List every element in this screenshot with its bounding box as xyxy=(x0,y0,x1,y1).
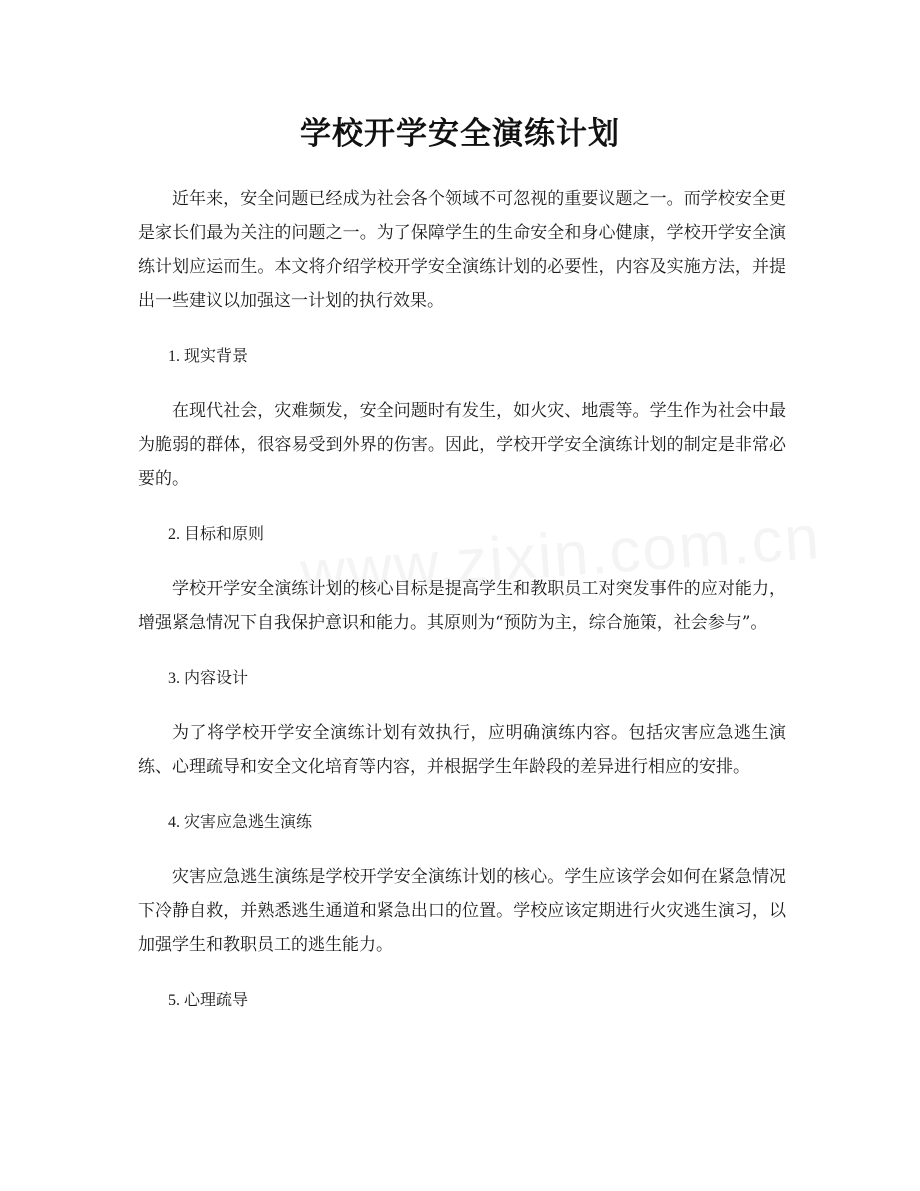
background-paragraph: 在现代社会，灾难频发，安全问题时有发生，如火灾、地震等。学生作为社会中最为脆弱的群体，很容易受到外界的伤害。因此，学校开学安全演练计划的制定是非常必要的。 xyxy=(138,401,786,489)
section-heading-background: 1. 现实背景 xyxy=(168,348,249,365)
content-paragraph: 为了将学校开学安全演练计划有效执行，应明确演练内容。包括灾害应急逃生演练、心理疏导和安全文化培育等内容，并根据学生年龄段的差异进行相应的安排。 xyxy=(138,723,786,777)
document-body xyxy=(138,182,786,1016)
evacuation-paragraph: 灾害应急逃生演练是学校开学安全演练计划的核心。学生应该学会如何在紧急情况下冷静自救，并熟悉逃生通道和紧急出口的位置。学校应该定期进行火灾逃生演习，以加强学生和教职员工的逃生能力。 xyxy=(138,867,786,955)
section-heading-counseling: 5. 心理疏导 xyxy=(168,992,249,1009)
section-heading-goals: 2. 目标和原则 xyxy=(168,526,265,543)
page-title: 学校开学安全演练计划 xyxy=(300,116,620,152)
section-heading-evacuation: 4. 灾害应急逃生演练 xyxy=(168,814,313,831)
goals-paragraph: 学校开学安全演练计划的核心目标是提高学生和教职员工对突发事件的应对能力，增强紧急情况下自我保护意识和能力。其原则为“预防为主，综合施策，社会参与”。 xyxy=(138,579,786,633)
intro-paragraph: 近年来，安全问题已经成为社会各个领域不可忽视的重要议题之一。而学校安全更是家长们最为关注的问题之一。为了保障学生的生命安全和身心健康，学校开学安全演练计划应运而生。本文将介绍学校开学安全演练计划的必要性，内容及实施方法，并提出一些建议以加强这一计划的执行效果。 xyxy=(138,189,786,311)
section-heading-content: 3. 内容设计 xyxy=(168,670,249,687)
